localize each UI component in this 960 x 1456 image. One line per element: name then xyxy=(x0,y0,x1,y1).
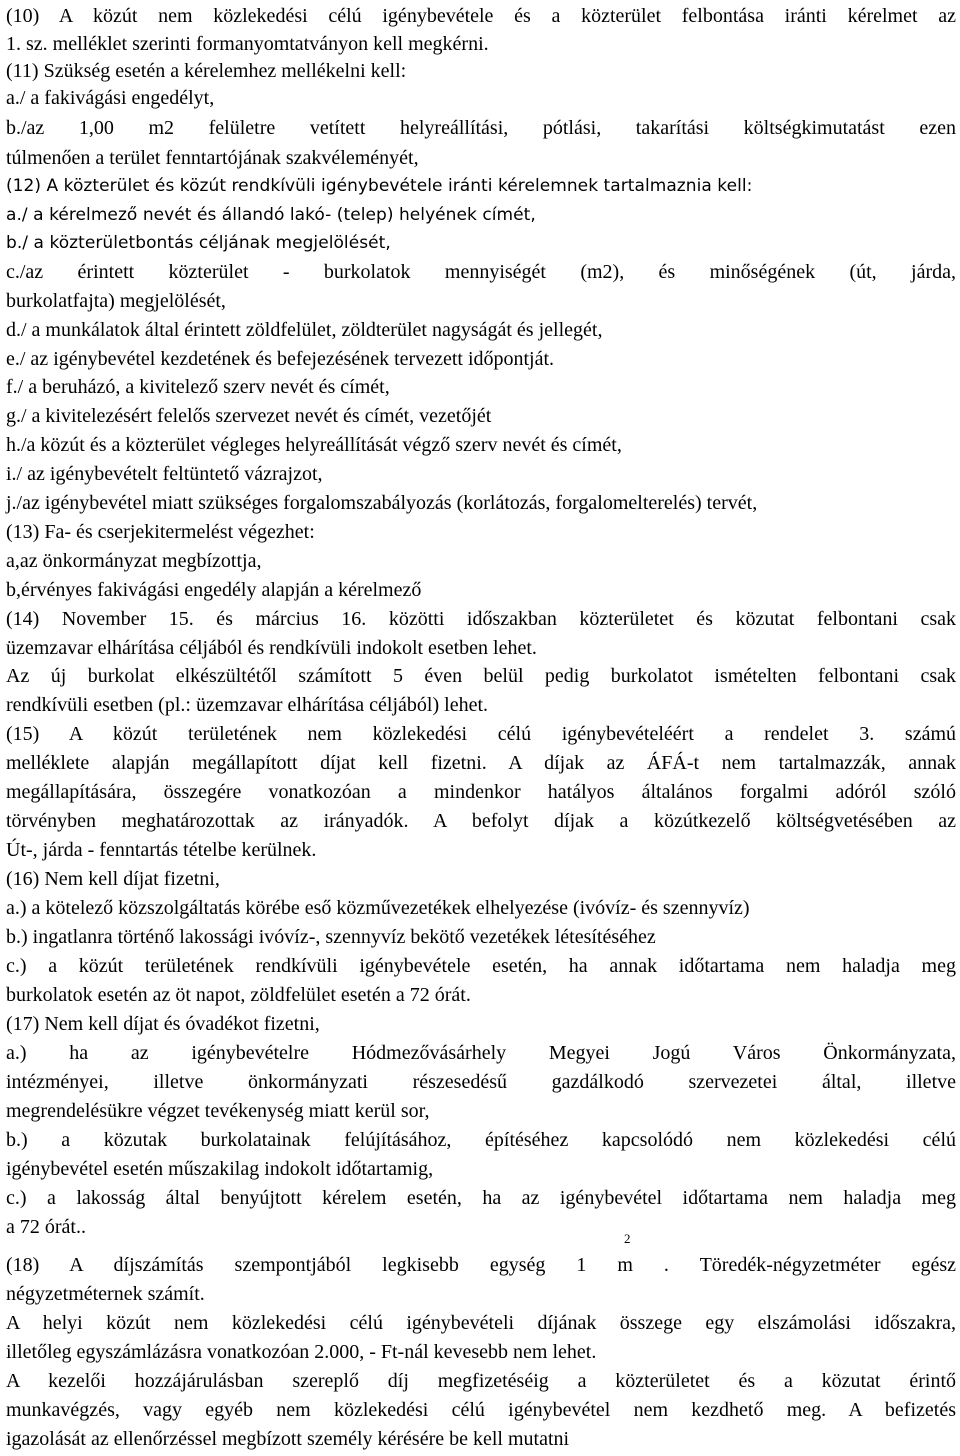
text-line: f./ a beruházó, a kivitelező szerv nevét és címét, xyxy=(6,376,390,398)
text-line: j./az igénybevétel miatt szükséges forgalomszabályozás (korlátozás, forgalomelterelés) tervét, xyxy=(6,492,758,514)
text-line: c.) a lakosság által benyújtott kérelem esetén, ha az igénybevétel időtartama nem haladja meg xyxy=(6,1187,956,1209)
text-line: g./ a kivitelezésért felelős szervezet nevét és címét, vezetőjét xyxy=(6,405,492,427)
text-line: illetőleg egyszámlázásra vonatkozóan 2.000, - Ft-nál kevesebb nem lehet. xyxy=(6,1341,597,1363)
text-line: (13) Fa- és cserjekitermelést végezhet: xyxy=(6,521,315,543)
text-line: munkavégzés, vagy egyéb nem közlekedési célú igénybevétel nem kezdhető meg. A befizetés xyxy=(6,1399,956,1421)
text-line: a.) a kötelező közszolgáltatás körébe eső közművezetékek elhelyezése (ivóvíz- és szennyvíz) xyxy=(6,897,750,919)
text-line: üzemzavar elhárítása céljából és rendkívüli indokolt esetben lehet. xyxy=(6,637,537,659)
text-line: c.) a közút területének rendkívüli igénybevétele esetén, ha annak időtartama nem haladja meg xyxy=(6,955,956,977)
text-line: négyzetméternek számít. xyxy=(6,1283,205,1305)
superscript-exponent: 2 xyxy=(624,1231,631,1246)
text-line: a 72 órát.. xyxy=(6,1216,86,1238)
text-line: (11) Szükség esetén a kérelemhez mellékelni kell: xyxy=(6,60,407,82)
text-line: a./ a fakivágási engedélyt, xyxy=(6,87,215,109)
text-line: megállapítására, összegére vonatkozóan a mindenkor hatályos általános forgalmi adóról szóló xyxy=(6,781,956,803)
text-line: (10) A közút nem közlekedési célú igénybevétele és a közterület felbontása iránti kérelmet az xyxy=(6,5,956,27)
text-line: b.) ingatlanra történő lakossági ivóvíz-, szennyvíz bekötő vezetékek létesítéséhez xyxy=(6,926,656,948)
text-line: burkolatfajta) megjelölését, xyxy=(6,290,226,312)
text-line: 1. sz. melléklet szerinti formanyomtatványon kell megkérni. xyxy=(6,33,489,55)
text-line: b.) a közutak burkolatainak felújításához, építéséhez kapcsolódó nem közlekedési célú xyxy=(6,1129,956,1151)
text-line: a.) ha az igénybevételre Hódmezővásárhely Megyei Jogú Város Önkormányzata, xyxy=(6,1042,956,1064)
text-line: h./a közút és a közterület végleges helyreállítását végző szerv nevét és címét, xyxy=(6,434,622,456)
text-line: törvényben meghatározottak az irányadók. A befolyt díjak a közútkezelő költségvetésében az xyxy=(6,810,956,832)
text-line: burkolatok esetén az öt napot, zöldfelület esetén a 72 órát. xyxy=(6,984,471,1006)
text-line: intézményei, illetve önkormányzati részesedésű gazdálkodó szervezetei által, illetve xyxy=(6,1071,956,1093)
text-line: (12) A közterület és közút rendkívüli igénybevétele iránti kérelemnek tartalmaznia kell: xyxy=(6,176,753,196)
text-line: (16) Nem kell díjat fizetni, xyxy=(6,868,220,890)
text-line: c./az érintett közterület - burkolatok mennyiségét (m2), és minőségének (út, járda, xyxy=(6,261,956,283)
text-line: e./ az igénybevétel kezdetének és befejezésének tervezett időpontját. xyxy=(6,348,555,370)
text-line: túlmenően a terület fenntartójának szakvéleményét, xyxy=(6,147,419,169)
text-line: (17) Nem kell díjat és óvadékot fizetni, xyxy=(6,1013,320,1035)
text-line: igazolását az ellenőrzéssel megbízott személy kérésére be kell mutatni xyxy=(6,1428,570,1450)
text-line: rendkívüli esetben (pl.: üzemzavar elhárítása céljából) lehet. xyxy=(6,694,489,716)
text-line: Az új burkolat elkészültétől számított 5 éven belül pedig burkolatot ismételten felbontani csak xyxy=(6,665,956,687)
text-line: a,az önkormányzat megbízottja, xyxy=(6,550,262,572)
text-line: i./ az igénybevételt feltüntető vázrajzot, xyxy=(6,463,323,485)
text-line: d./ a munkálatok által érintett zöldfelület, zöldterület nagyságát és jellegét, xyxy=(6,319,603,341)
text-line: (18) A díjszámítás szempontjából legkisebb egység 1 m . Töredék-négyzetméter egész xyxy=(6,1254,956,1276)
text-line: igénybevétel esetén műszakilag indokolt időtartamig, xyxy=(6,1158,434,1180)
text-line: b./ a közterületbontás céljának megjelölését, xyxy=(6,233,391,253)
text-line: (14) November 15. és március 16. közötti időszakban közterületet és közutat felbontani csak xyxy=(6,608,956,630)
text-line: a./ a kérelmező nevét és állandó lakó- (telep) helyének címét, xyxy=(6,205,536,225)
text-line: megrendelésükre végzet tevékenység miatt kerül sor, xyxy=(6,1100,430,1122)
text-line: b./az 1,00 m2 felületre vetített helyreállítási, pótlási, takarítási költségkimutatást ezen xyxy=(6,117,956,139)
text-line: Út-, járda - fenntartás tételbe kerülnek. xyxy=(6,839,317,861)
text-line: (15) A közút területének nem közlekedési célú igénybevételéért a rendelet 3. számú xyxy=(6,723,956,745)
text-line: b,érvényes fakivágási engedély alapján a kérelmező xyxy=(6,579,422,601)
text-line: A kezelői hozzájárulásban szereplő díj megfizetéséig a közterületet és a közutat érintő xyxy=(6,1370,956,1392)
text-line: melléklete alapján megállapított díjat kell fizetni. A díjak az ÁFÁ-t nem tartalmazzák, annak xyxy=(6,752,956,774)
text-line: A helyi közút nem közlekedési célú igénybevételi díjának összege egy elszámolási időszakra, xyxy=(6,1312,956,1334)
